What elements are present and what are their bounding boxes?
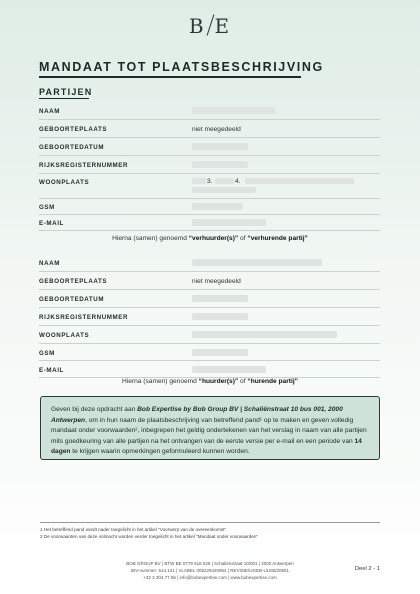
redacted-value: [192, 313, 248, 320]
field-label: E-MAIL: [39, 367, 64, 374]
redacted-value: [192, 143, 248, 150]
field-label: GEBOORTEPLAATS: [39, 278, 108, 285]
mandated-company: Bob Expertise by Bob Group BV | Schaliënstraat 10 bus 001, 2000 Antwerpen: [51, 406, 343, 424]
address-number-2: 4.: [235, 178, 241, 185]
field-label: NAAM: [39, 108, 60, 115]
logo-left-letter: B: [188, 14, 206, 38]
footnote-divider: [40, 522, 380, 523]
redacted-value: [192, 366, 266, 373]
party1-row-email: [39, 215, 380, 231]
redacted-value: [192, 219, 266, 226]
redacted-value: [192, 178, 206, 184]
field-label: E-MAIL: [39, 220, 64, 227]
party2-table: [39, 254, 380, 378]
document-title: MANDAAT TOT PLAATSBESCHRIJVING: [39, 60, 324, 74]
footer-contact-line: +32 3 304 77 66 | info@bobexpertise.com | www.bobexpertise.com: [143, 575, 277, 580]
party1-row-naam: [39, 102, 380, 120]
field-label: GSM: [39, 350, 55, 357]
field-value: niet meegedeeld: [192, 126, 241, 133]
redacted-value: [192, 203, 243, 210]
logo-right-letter: E: [214, 14, 232, 38]
redacted-value: [192, 161, 248, 168]
redacted-value: [245, 178, 354, 184]
redacted-value: [192, 187, 256, 193]
field-label: GEBOORTEDATUM: [39, 296, 105, 303]
party1-table: [39, 102, 380, 231]
redacted-value: [192, 331, 337, 338]
field-label: RIJKSREGISTERNUMMER: [39, 314, 129, 321]
footer-registration-line: BIV-nummer: 514.121 | VLABEL 005229420964 | REVISIE/UGEB-ULEB/20551: [130, 568, 290, 573]
redacted-value: [215, 178, 234, 184]
party1-row-woonplaats: [39, 174, 380, 199]
field-label: NAAM: [39, 260, 60, 267]
party2-row-gsm: [39, 344, 380, 361]
company-logo: [0, 14, 420, 38]
mandate-statement-box: Geven bij deze opdracht aan Bob Expertise by Bob Group BV | Schaliënstraat 10 bus 001, 2000 Antwerpen, om in hun naam de plaatsbeschrijving van betreffend pand¹ op te maken en geven volledig mandaat onder voorwaarden², inbegrepen het geldig ondertekenen van het verslag in naam van alle partijen mits goedkeuring van alle partijen na het ontvangen van de eerste versie per e-mail en een periode van 14 dagen te krijgen waarin opmerkingen geformuleerd kunnen worden.: [40, 396, 380, 460]
party2-row-geboortedatum: [39, 290, 380, 308]
party1-row-geboorteplaats: [39, 120, 380, 138]
title-underline: [39, 76, 301, 78]
party1-row-geboortedatum: [39, 138, 380, 156]
party1-designation-note: Hierna (samen) genoemd “verhuurder(s)” of “verhurende partij”: [112, 235, 308, 242]
field-label: WOONPLAATS: [39, 179, 90, 186]
party2-row-rijksregisternummer: [39, 308, 380, 326]
footnote-2: 2 De voorwaarden van deze volmacht worden verder toegelicht in het artikel "Mandaat onder voorwaarden": [40, 534, 259, 539]
field-label: RIJKSREGISTERNUMMER: [39, 162, 129, 169]
party2-row-email: [39, 361, 380, 378]
redacted-value: [192, 295, 248, 302]
field-label: WOONPLAATS: [39, 332, 90, 339]
party2-row-woonplaats: [39, 326, 380, 344]
party2-designation-note: Hierna (samen) genoemd “huurder(s)” of “hurende partij”: [122, 378, 298, 385]
address-number-1: 3.: [207, 178, 213, 185]
redacted-value: [192, 107, 275, 114]
section-heading: PARTIJEN: [39, 87, 93, 97]
party1-row-gsm: [39, 199, 380, 215]
field-label: GEBOORTEPLAATS: [39, 126, 108, 133]
redacted-value: [192, 349, 248, 356]
field-value: niet meegedeeld: [192, 278, 241, 285]
page-number: Deel 2 - 1: [354, 566, 380, 572]
party2-row-naam: [39, 254, 380, 272]
field-label: GEBOORTEDATUM: [39, 144, 105, 151]
logo-separator: [206, 14, 214, 35]
review-period: 14 dagen: [51, 437, 362, 456]
party1-row-rijksregisternummer: [39, 156, 380, 174]
party2-row-geboorteplaats: [39, 272, 380, 290]
footnote-1: 1 Het betreffend pand wordt nader toegelicht in het artikel "Voorwerp van de overeenkomst": [40, 527, 227, 532]
section-underline: [39, 98, 89, 99]
footer-company-line: BOB GROUP BV | BTW BE 0779 518 526 | Schaliënstraat 10/001 | 2000 Antwerpen: [126, 561, 294, 566]
field-label: GSM: [39, 204, 55, 211]
redacted-value: [192, 259, 322, 266]
